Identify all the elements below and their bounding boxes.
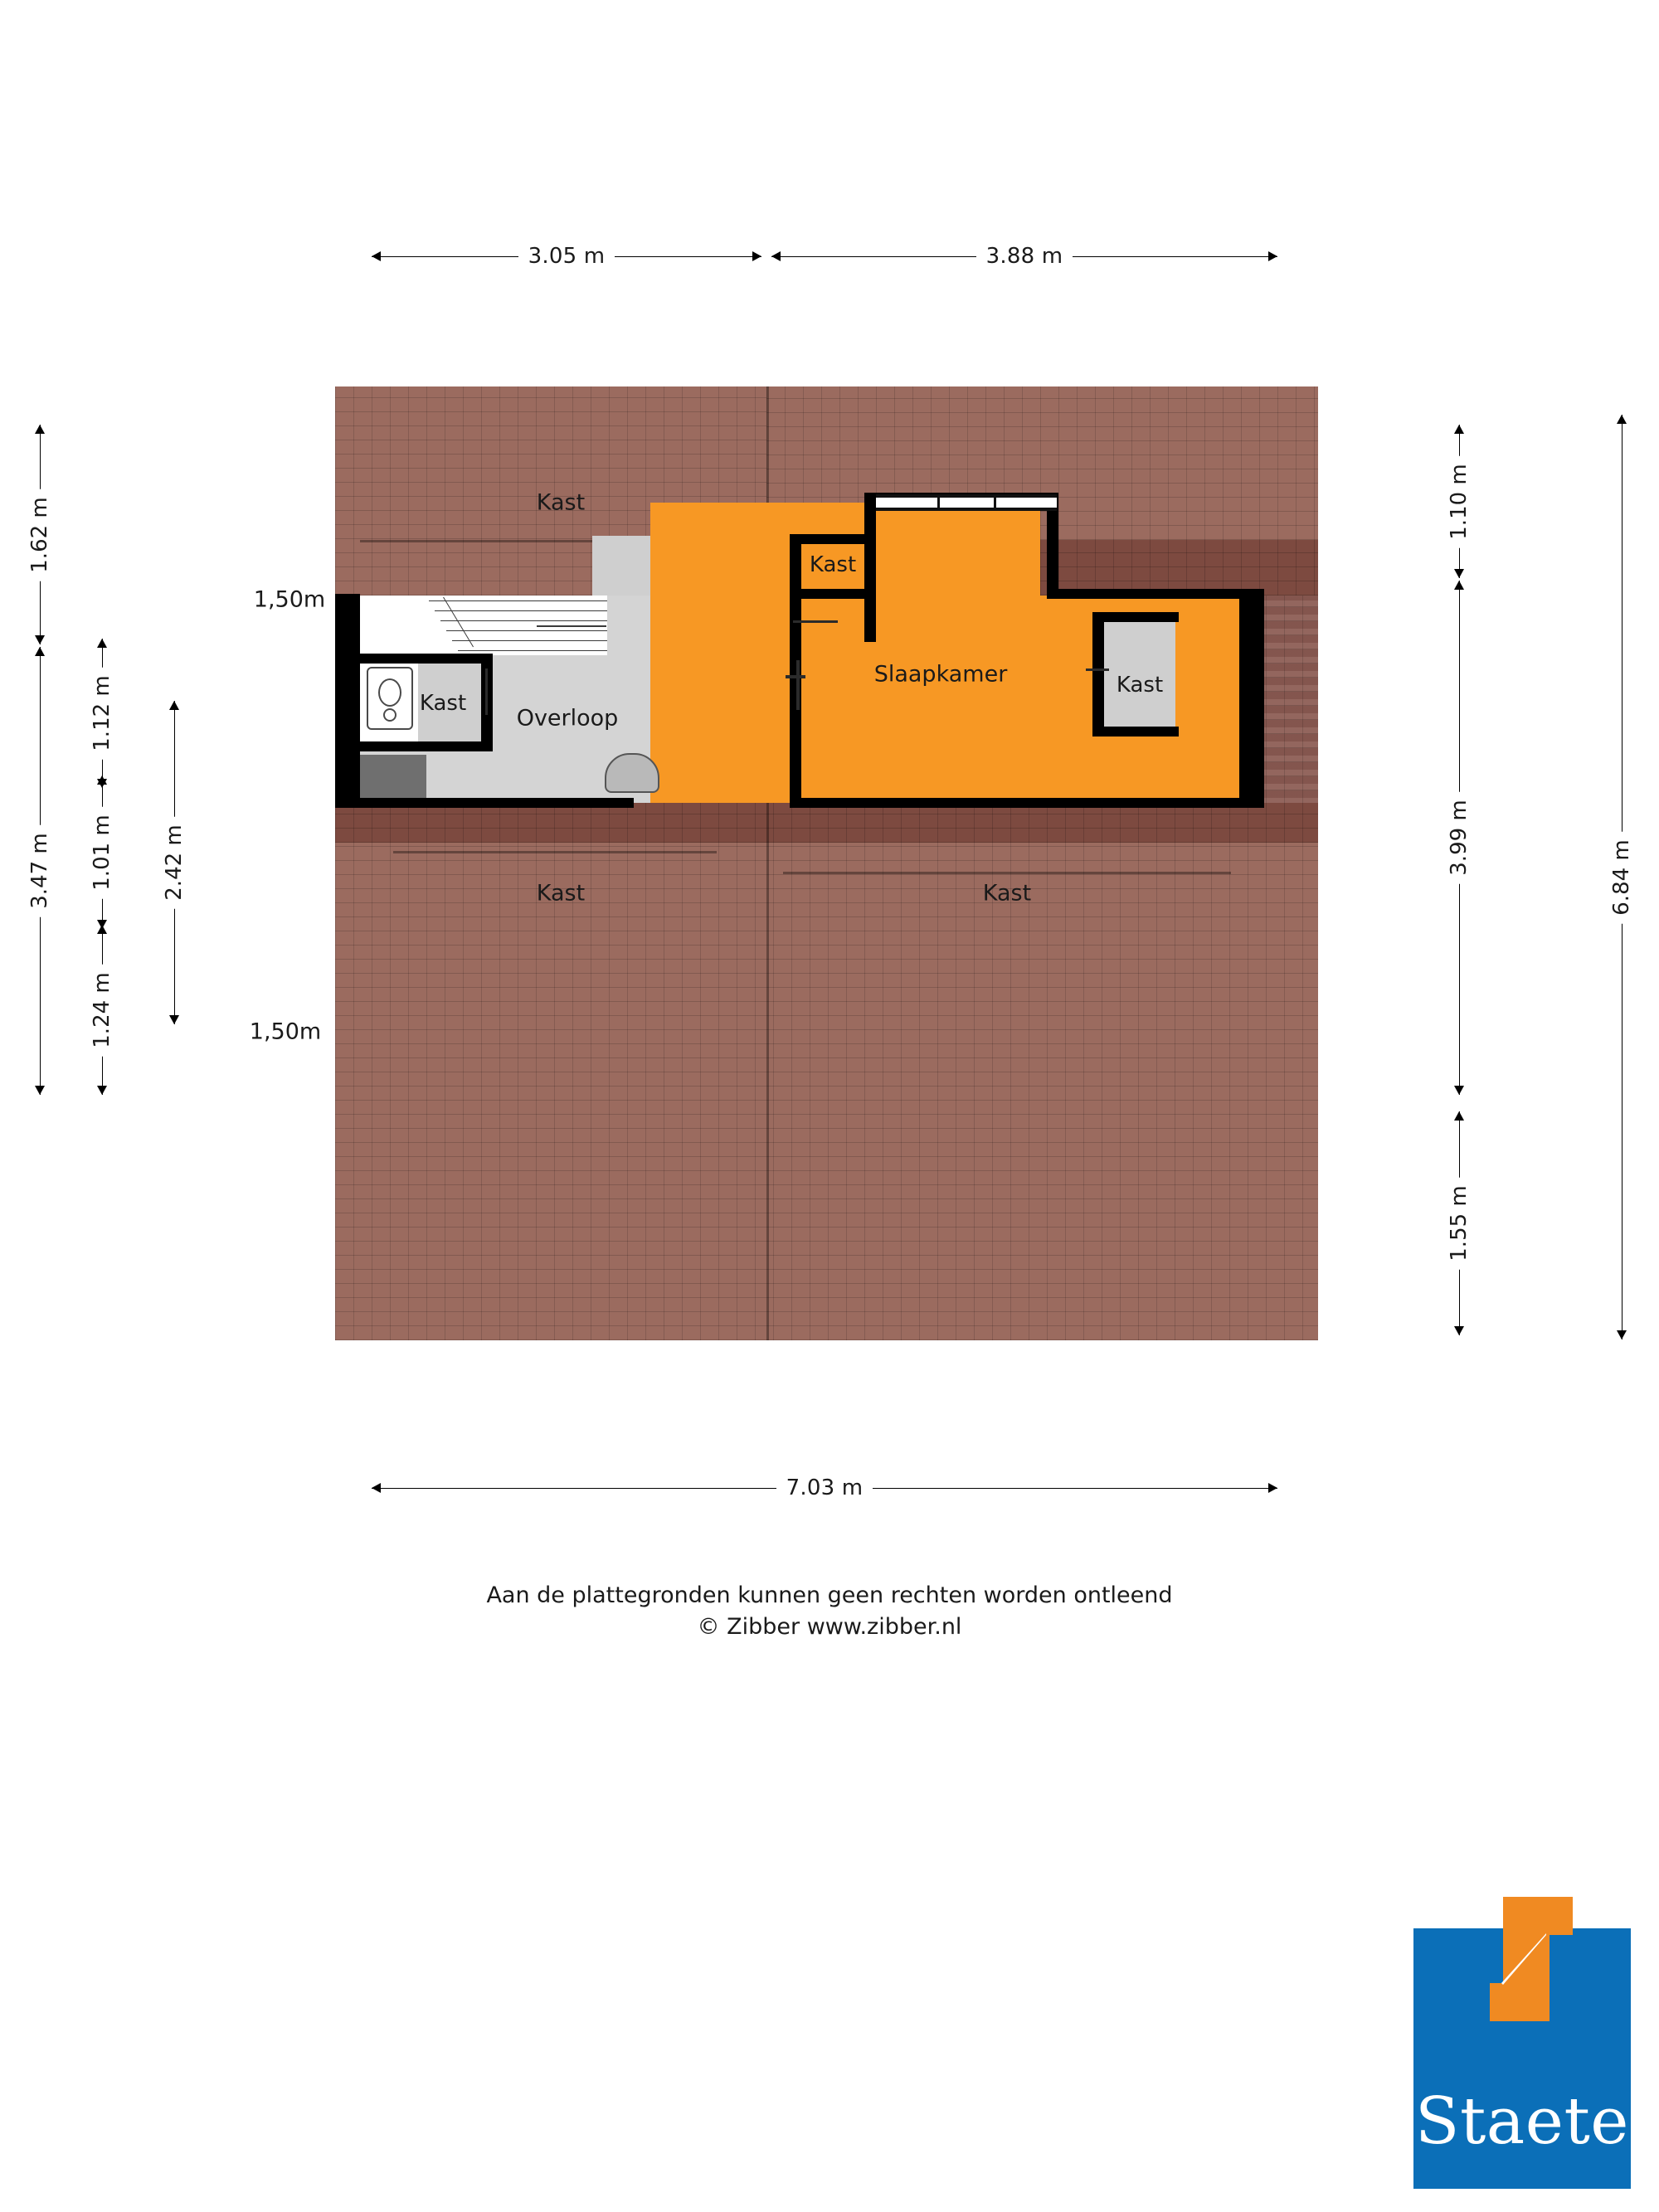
arrow-down-icon bbox=[1617, 1330, 1627, 1339]
dimension-label: 7.03 m bbox=[776, 1475, 873, 1500]
stair-tread bbox=[446, 630, 607, 631]
arrow-right-icon bbox=[1268, 251, 1277, 261]
door-bedroom-opening bbox=[796, 660, 800, 710]
height-marker-lower: 1,50m bbox=[249, 1018, 322, 1045]
room-label-kast-right: Kast bbox=[1116, 673, 1164, 698]
dimension-label: 1.55 m bbox=[1447, 1177, 1472, 1269]
arrow-up-icon bbox=[97, 639, 107, 648]
room-label-slaapkamer: Slaapkamer bbox=[873, 661, 1008, 688]
dimension-right-2 bbox=[1447, 581, 1472, 1095]
room-label-kast-top-middle: Kast bbox=[809, 552, 857, 577]
dimension-left-5 bbox=[90, 639, 114, 788]
washbasin-icon bbox=[605, 753, 659, 793]
arrow-up-icon bbox=[1454, 1111, 1464, 1121]
arrow-down-icon bbox=[35, 1086, 45, 1095]
wall-interior-top-left bbox=[335, 594, 360, 599]
stair-tread bbox=[429, 600, 607, 601]
wall-bedroom-top-left bbox=[791, 589, 876, 599]
arrow-up-icon bbox=[1454, 425, 1464, 434]
room-kast-top-middle bbox=[592, 536, 650, 596]
dimension-right-3 bbox=[1447, 1111, 1472, 1335]
arrow-down-icon bbox=[1454, 569, 1464, 578]
dimension-label: 1.10 m bbox=[1447, 455, 1472, 547]
arrow-up-icon bbox=[35, 425, 45, 434]
door-kast-right bbox=[1086, 668, 1109, 671]
dimension-label: 1.24 m bbox=[90, 964, 114, 1056]
dimension-label: 2.42 m bbox=[162, 816, 187, 908]
dimension-label: 3.47 m bbox=[27, 824, 52, 916]
wall-exterior-right bbox=[1239, 594, 1264, 808]
arrow-down-icon bbox=[169, 1015, 179, 1024]
door-overloop-to-bedroom bbox=[786, 675, 805, 678]
staircase bbox=[358, 596, 607, 655]
stair-tread bbox=[458, 650, 607, 651]
dimension-right-1 bbox=[1447, 425, 1472, 578]
wall-dormer-left bbox=[864, 493, 876, 599]
arrow-up-icon bbox=[35, 647, 45, 656]
arrow-left-icon bbox=[771, 251, 781, 261]
wall-kast-right-left bbox=[1092, 612, 1104, 737]
room-label-overloop: Overloop bbox=[516, 705, 619, 732]
stair-direction-arrow-icon bbox=[537, 625, 606, 627]
roof-ridge-horizontal-lower bbox=[393, 851, 717, 853]
stair-tread bbox=[435, 610, 607, 611]
room-label-kast-bath: Kast bbox=[419, 691, 467, 716]
door-kast-middle bbox=[793, 620, 838, 623]
arrow-up-icon bbox=[1617, 415, 1627, 424]
arrow-right-icon bbox=[752, 251, 761, 261]
dimension-label: 3.99 m bbox=[1447, 791, 1472, 883]
height-marker-upper: 1,50m bbox=[253, 586, 326, 613]
room-label-kast-bottom-left: Kast bbox=[536, 880, 586, 907]
roof-band-lower bbox=[335, 803, 1318, 1340]
floor-plan-drawing bbox=[335, 386, 1318, 1340]
wall-kast-middle-top bbox=[790, 534, 876, 544]
window-mullion bbox=[937, 498, 940, 508]
arrow-left-icon bbox=[372, 1483, 381, 1493]
disclaimer-line-1: Aan de plattegronden kunnen geen rechten worden ontleend bbox=[486, 1582, 1173, 1608]
arrow-down-icon bbox=[1454, 1086, 1464, 1095]
dimension-left-1 bbox=[27, 425, 52, 644]
wall-bath-bottom bbox=[360, 741, 493, 751]
roof-dark-lower-strip bbox=[335, 803, 1318, 843]
arrow-down-icon bbox=[97, 1086, 107, 1095]
door-bath bbox=[485, 668, 488, 715]
niche-lower-left bbox=[358, 755, 426, 803]
arrow-right-icon bbox=[1268, 1483, 1277, 1493]
arrow-up-icon bbox=[169, 701, 179, 710]
dimension-label: 1.01 m bbox=[90, 806, 114, 898]
roof-ridge-vertical-lower bbox=[766, 803, 769, 1340]
room-label-kast-bottom-right: Kast bbox=[982, 880, 1032, 907]
dimension-left-2 bbox=[27, 647, 52, 1095]
wall-bedroom-bottom bbox=[791, 798, 1264, 808]
stair-tread bbox=[440, 620, 607, 621]
room-slaapkamer-dormer bbox=[650, 503, 1040, 598]
arrow-down-icon bbox=[35, 635, 45, 644]
arrow-left-icon bbox=[372, 251, 381, 261]
disclaimer-text bbox=[0, 1580, 1659, 1644]
dimension-bottom-total bbox=[372, 1476, 1277, 1500]
window-mullion bbox=[994, 498, 996, 508]
dimension-right-total bbox=[1609, 415, 1634, 1339]
room-label-kast-top-left: Kast bbox=[536, 489, 586, 516]
toilet-seat-icon bbox=[378, 678, 401, 707]
dimension-label: 1.12 m bbox=[90, 667, 114, 759]
window-dormer bbox=[876, 494, 1057, 511]
wall-exterior-left bbox=[335, 594, 360, 805]
wall-kast-right-bottom bbox=[1092, 727, 1179, 737]
arrow-down-icon bbox=[97, 779, 107, 788]
wall-kast-right-top bbox=[1092, 612, 1179, 622]
dimension-top-right bbox=[771, 245, 1277, 268]
wall-bedroom-top-right bbox=[1047, 589, 1264, 599]
arrow-down-icon bbox=[97, 920, 107, 929]
disclaimer-line-2: © Zibber www.zibber.nl bbox=[697, 1614, 962, 1641]
dimension-left-6 bbox=[162, 701, 187, 1024]
dimension-label: 6.84 m bbox=[1609, 831, 1634, 923]
dimension-label: 1.62 m bbox=[27, 489, 52, 581]
dimension-label: 3.88 m bbox=[976, 244, 1073, 269]
dimension-left-4 bbox=[90, 775, 114, 929]
arrow-down-icon bbox=[1454, 1326, 1464, 1335]
roof-ridge-horizontal-lower2 bbox=[783, 872, 1231, 874]
logo-wordmark: Staete bbox=[1415, 2084, 1629, 2159]
toilet-flush-icon bbox=[383, 708, 397, 722]
logo bbox=[1413, 1897, 1631, 2189]
dimension-label: 3.05 m bbox=[518, 244, 615, 269]
wall-bath-top bbox=[360, 654, 493, 664]
dimension-top-left bbox=[372, 245, 761, 268]
dimension-left-3 bbox=[90, 925, 114, 1095]
logo-mark-icon bbox=[1473, 1897, 1573, 2021]
arrow-up-icon bbox=[1454, 581, 1464, 590]
stair-tread bbox=[452, 640, 607, 641]
wall-interior-bottom-left bbox=[335, 798, 634, 808]
